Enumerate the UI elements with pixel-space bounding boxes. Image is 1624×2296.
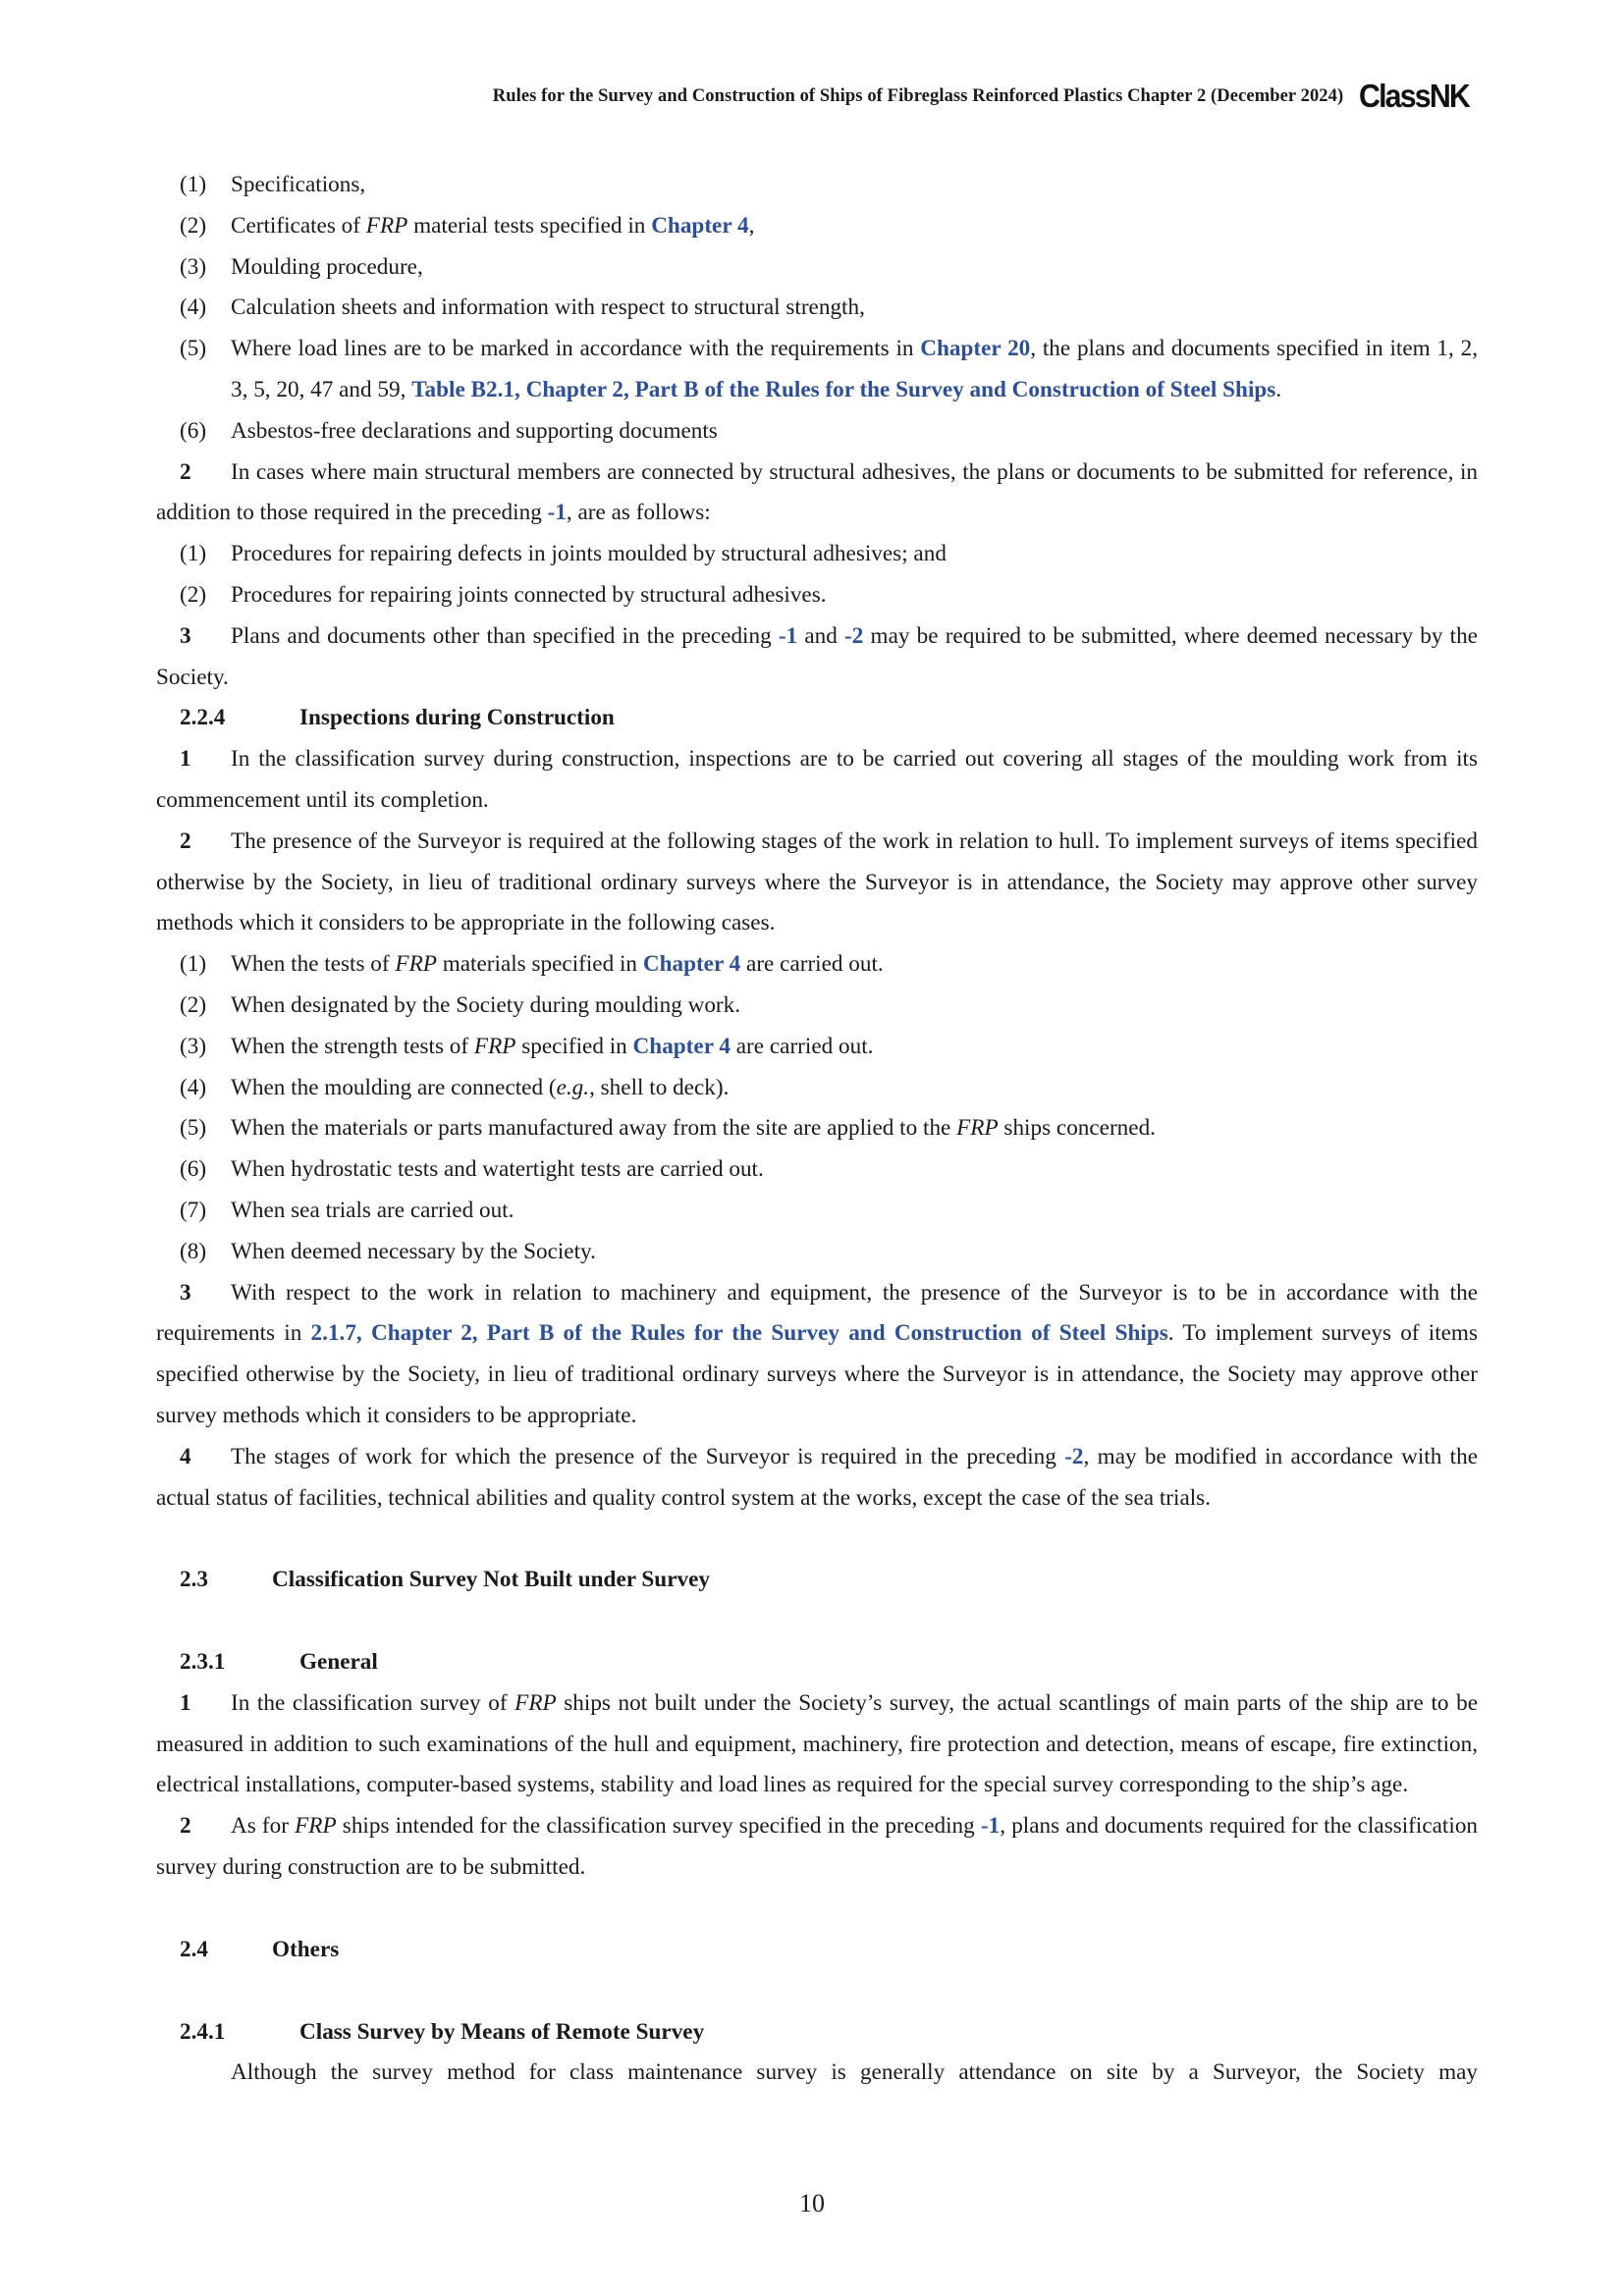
list-item: (2) Procedures for repairing joints connected by structural adhesives. bbox=[180, 581, 827, 608]
list-item: (5) When the materials or parts manufactured away from the site are applied to the FRP ships concerned. bbox=[180, 1115, 1156, 1142]
ref-2-link[interactable]: -2 bbox=[1064, 1443, 1084, 1469]
section-heading-2-4-1: 2.4.1 Class Survey by Means of Remote Survey bbox=[180, 2018, 705, 2045]
section-heading-2-2-4: 2.2.4 Inspections during Construction bbox=[180, 705, 615, 731]
paragraph: 2 The presence of the Surveyor is required at the following stages of the work in relation to hull. To implement surveys of items specified otherwise by the Society, in lieu of traditional ordinary surveys where the Surveyor is in attendance, the Society may approve other survey methods which it considers to be appropriate in the following cases. bbox=[156, 828, 1478, 936]
ref-1-link[interactable]: -1 bbox=[980, 1813, 1001, 1840]
list-item: (2) When designated by the Society during moulding work. bbox=[180, 991, 741, 1018]
list-item: (2) Certificates of FRP material tests specified in Chapter 4, bbox=[180, 212, 755, 239]
list-item: (8) When deemed necessary by the Society. bbox=[180, 1238, 596, 1264]
list-item: (3) Moulding procedure, bbox=[180, 253, 423, 280]
section-heading-2-4: 2.4 Others bbox=[180, 1936, 340, 1962]
ref-1-link[interactable]: -1 bbox=[778, 622, 798, 649]
table-b2-1-link[interactable]: Table B2.1 bbox=[411, 376, 515, 402]
running-header bbox=[493, 77, 1479, 116]
paragraph: 1 In the classification survey during construction, inspections are to be carried out covering all stages of the moulding work from its commencement until its completion. bbox=[156, 746, 1478, 813]
chapter-4-link[interactable]: Chapter 4 bbox=[651, 212, 749, 239]
steel-ships-2-1-7-link[interactable]: 2.1.7, Chapter 2, Part B of the Rules for the Survey and Construction of Steel Ships bbox=[310, 1320, 1168, 1347]
document-body bbox=[156, 165, 1478, 2094]
paragraph: 4 The stages of work for which the presence of the Surveyor is required in the preceding -2, may be modified in accordance with the actual status of facilities, technical abilities and quality control system at the works, except the case of the sea trials. bbox=[156, 1443, 1478, 1511]
list-item: (1) When the tests of FRP materials specified in Chapter 4 are carried out. bbox=[180, 951, 884, 978]
section-heading-2-3-1: 2.3.1 General bbox=[180, 1649, 378, 1676]
list-item: (6) When hydrostatic tests and watertight tests are carried out. bbox=[180, 1156, 764, 1183]
section-heading-2-3: 2.3 Classification Survey Not Built under Survey bbox=[180, 1567, 710, 1593]
list-item: (7) When sea trials are carried out. bbox=[180, 1197, 514, 1223]
paragraph: 1 In the classification survey of FRP ships not built under the Society’s survey, the actual scantlings of main parts of the ship are to be measured in addition to such examinations of the hull and equipment, machinery, fire protection and detection, means of escape, fire extinction, electrical installations, computer-based systems, stability and load lines as required for the special survey corresponding to the ship’s age. bbox=[156, 1689, 1478, 1798]
list-item: (1) Procedures for repairing defects in joints moulded by structural adhesives; and bbox=[180, 541, 947, 567]
paragraph: 3 Plans and documents other than specified in the preceding -1 and -2 may be required to be submitted, where deemed necessary by the Society. bbox=[156, 622, 1478, 690]
paragraph: Although the survey method for class maintenance survey is generally attendance on site by a Surveyor, the Society may bbox=[231, 2059, 1478, 2086]
paragraph: 2 In cases where main structural members are connected by structural adhesives, the plans or documents to be submitted for reference, in addition to those required in the preceding -1, are as follows: bbox=[156, 458, 1478, 526]
list-item: (3) When the strength tests of FRP specified in Chapter 4 are carried out. bbox=[180, 1033, 874, 1059]
chapter-4-link[interactable]: Chapter 4 bbox=[642, 951, 741, 978]
list-item: (6) Asbestos-free declarations and supporting documents bbox=[180, 417, 718, 444]
classnk-logo: ClassNK bbox=[1359, 78, 1470, 114]
chapter-20-link[interactable]: Chapter 20 bbox=[920, 336, 1031, 362]
paragraph: 2 As for FRP ships intended for the classification survey specified in the preceding -1, plans and documents required for the classification survey during construction are to be submitted. bbox=[156, 1813, 1479, 1881]
ref-2-link[interactable]: -2 bbox=[844, 622, 864, 649]
ref-1-link[interactable]: -1 bbox=[547, 500, 567, 526]
list-item: (1) Specifications, bbox=[180, 172, 366, 197]
paragraph: 3 With respect to the work in relation to machinery and equipment, the presence of the Surveyor is to be in accordance with the requirements in 2.1.7, Chapter 2, Part B of the Rules for the Survey and Construction of Steel Ships. To implement surveys of items specified otherwise by the Society, in lieu of traditional ordinary surveys where the Surveyor is in attendance, the Society may approve other survey methods which it considers to be appropriate. bbox=[156, 1279, 1478, 1428]
list-item: (4) When the moulding are connected (e.g., shell to deck). bbox=[180, 1074, 730, 1100]
steel-ships-rules-link[interactable]: Chapter 2, Part B of the Rules for the Survey and Construction of Steel Ships bbox=[525, 376, 1276, 402]
running-title: Rules for the Survey and Construction of Ships of Fibreglass Reinforced Plastics Chapter 2 (December 2024) bbox=[492, 85, 1344, 106]
chapter-4-link[interactable]: Chapter 4 bbox=[632, 1033, 731, 1059]
list-item: (5) Where load lines are to be marked in accordance with the requirements in Chapter 20, the plans and documents specified in item 1, 2, 3, 5, 20, 47 and 59, Table B2.1, Chapter 2, Part B of the Rules for the Survey and Construction of Steel Ships. bbox=[180, 336, 1478, 402]
list-item: (4) Calculation sheets and information with respect to structural strength, bbox=[180, 294, 865, 321]
page-number: 10 bbox=[799, 2189, 825, 2217]
